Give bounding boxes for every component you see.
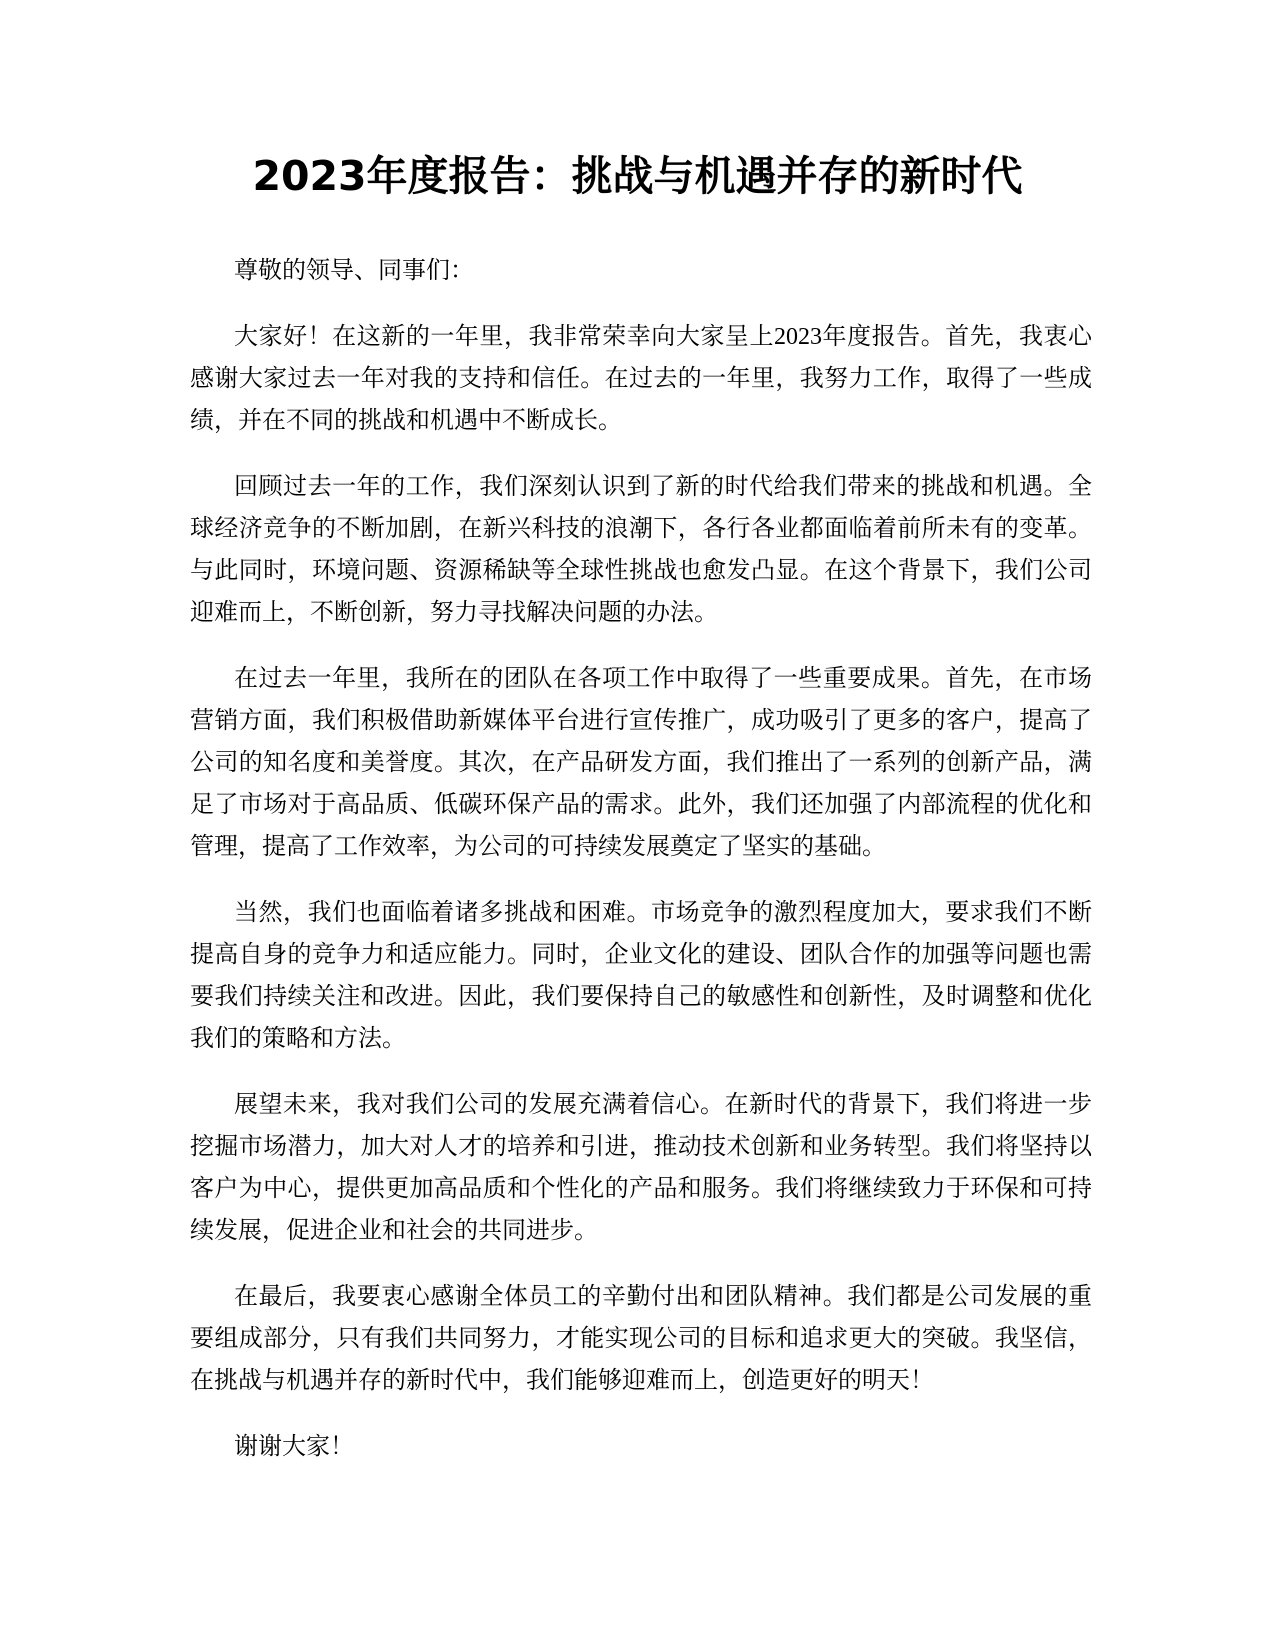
- paragraph-6: 在最后，我要衷心感谢全体员工的辛勤付出和团队精神。我们都是公司发展的重要组成部分，只有我们共同努力，才能实现公司的目标和追求更大的突破。我坚信，在挑战与机遇并存的新时代中，我们能够迎难而上，创造更好的明天！: [190, 1284, 1092, 1394]
- paragraph-3: 在过去一年里，我所在的团队在各项工作中取得了一些重要成果。首先，在市场营销方面，我们积极借助新媒体平台进行宣传推广，成功吸引了更多的客户，提高了公司的知名度和美誉度。其次，在产品研发方面，我们推出了一系列的创新产品，满足了市场对于高品质、低碳环保产品的需求。此外，我们还加强了内部流程的优化和管理，提高了工作效率，为公司的可持续发展奠定了坚实的基础。: [190, 666, 1092, 860]
- paragraph-2: 回顾过去一年的工作，我们深刻认识到了新的时代给我们带来的挑战和机遇。全球经济竞争的不断加剧，在新兴科技的浪潮下，各行各业都面临着前所未有的变革。与此同时，环境问题、资源稀缺等全球性挑战也愈发凸显。在这个背景下，我们公司迎难而上，不断创新，努力寻找解决问题的办法。: [190, 474, 1092, 626]
- greeting-paragraph: 尊敬的领导、同事们：: [234, 258, 474, 284]
- paragraph-1: 大家好！在这新的一年里，我非常荣幸向大家呈上2023年度报告。首先，我衷心感谢大家过去一年对我的支持和信任。在过去的一年里，我努力工作，取得了一些成绩，并在不同的挑战和机遇中不断成长。: [190, 324, 1092, 434]
- closing-paragraph: 谢谢大家！: [234, 1434, 354, 1460]
- paragraph-4: 当然，我们也面临着诸多挑战和困难。市场竞争的激烈程度加大，要求我们不断提高自身的竞争力和适应能力。同时，企业文化的建设、团队合作的加强等问题也需要我们持续关注和改进。因此，我们要保持自己的敏感性和创新性，及时调整和优化我们的策略和方法。: [190, 900, 1092, 1052]
- document-body: [190, 250, 1092, 1492]
- paragraph-5: 展望未来，我对我们公司的发展充满着信心。在新时代的背景下，我们将进一步挖掘市场潜力，加大对人才的培养和引进，推动技术创新和业务转型。我们将坚持以客户为中心，提供更加高品质和个性化的产品和服务。我们将继续致力于环保和可持续发展，促进企业和社会的共同进步。: [190, 1092, 1092, 1244]
- document-title: 2023年度报告：挑战与机遇并存的新时代: [252, 152, 1023, 200]
